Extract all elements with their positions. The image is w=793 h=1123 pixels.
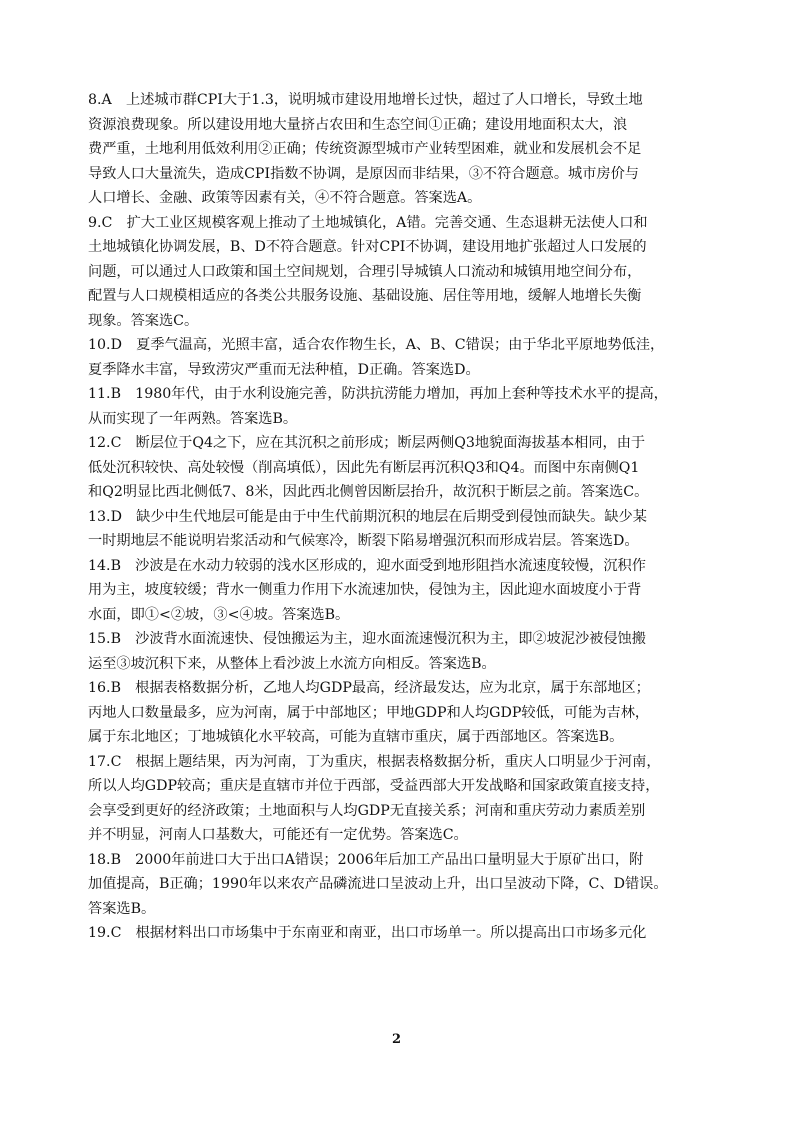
text-line: 夏季降水丰富，导致涝灾严重而无法种植，D正确。答案选D。 bbox=[88, 361, 480, 378]
text-line: 12.C 断层位于Q4之下，应在其沉积之前形成；断层两侧Q3地貌面海拔基本相同，由于 bbox=[88, 435, 646, 451]
text-line: 15.B 沙波背水面流速快、侵蚀搬运为主，迎水面流速慢沉积为主，即②坡泥沙被侵蚀搬 bbox=[88, 631, 646, 647]
text-line: 丙地人口数量最多，应为河南，属于中部地区；甲地GDP和人均GDP较低，可能为吉林， bbox=[88, 704, 650, 721]
text-line: 问题，可以通过人口政策和国土空间规划，合理引导城镇人口流动和城镇用地空间分布， bbox=[88, 263, 642, 280]
text-line: 10.D 夏季气温高，光照丰富，适合农作物生长，A、B、C错误；由于华北平原地势低洼， bbox=[88, 337, 665, 353]
text-line: 18.B 2000年前进口大于出口A错误；2006年后加工产品出口量明显大于原矿出口，附 bbox=[88, 851, 644, 868]
text-line: 运至③坡沉积下来，从整体上看沙波上水流方向相反。答案选B。 bbox=[88, 655, 496, 672]
text-line: 资源浪费现象。所以建设用地大量挤占农田和生态空间①正确；建设用地面积太大，浪 bbox=[88, 116, 628, 133]
document-body bbox=[88, 88, 714, 946]
text-line: 9.C 扩大工业区规模客观上推动了土地城镇化，A错。完善交通、生态退耕无法使人口和 bbox=[88, 214, 648, 231]
text-line: 土地城镇化协调发展，B、D不符合题意。针对CPI不协调，建设用地扩张超过人口发展的 bbox=[88, 239, 647, 255]
page-number: 2 bbox=[391, 1032, 402, 1047]
text-line: 人口增长、金融、政策等因素有关，④不符合题意。答案选A。 bbox=[88, 190, 482, 206]
text-line: 水面，即①<②坡，③<④坡。答案选B。 bbox=[88, 606, 350, 623]
text-line: 所以人均GDP较高；重庆是直辖市并位于西部，受益西部大开发战略和国家政策直接支持， bbox=[88, 778, 660, 794]
text-line: 费严重，土地利用低效利用②正确；传统资源型城市产业转型困难，就业和发展机会不足 bbox=[88, 141, 642, 157]
text-line: 导致人口大量流失，造成CPI指数不协调，是原因而非结果，③不符合题意。城市房价与 bbox=[88, 165, 639, 182]
text-line: 低处沉积较快、高处较慢（削高填低），因此先有断层再沉积Q3和Q4。而图中东南侧Q1 bbox=[88, 459, 640, 476]
text-line: 答案选B。 bbox=[88, 900, 156, 917]
text-line: 11.B 1980年代，由于水利设施完善，防洪抗涝能力增加，再加上套种等技术水平的提高， bbox=[88, 386, 668, 402]
text-line: 会享受到更好的经济政策；土地面积与人均GDP无直接关系；河南和重庆劳动力素质差别 bbox=[88, 802, 646, 819]
text-line: 并不明显，河南人口基数大，可能还有一定优势。答案选C。 bbox=[88, 827, 468, 843]
text-line: 8.A 上述城市群CPI大于1.3，说明城市建设用地增长过快，超过了人口增长，导致土地 bbox=[88, 92, 643, 108]
text-line: 17.C 根据上题结果，丙为河南，丁为重庆，根据表格数据分析，重庆人口明显少于河南， bbox=[88, 753, 661, 770]
text-line: 13.D 缺少中生代地层可能是由于中生代前期沉积的地层在后期受到侵蚀而缺失。缺少某 bbox=[88, 508, 647, 525]
text-line: 配置与人口规模相适应的各类公共服务设施、基础设施、居住等用地，缓解人地增长失衡 bbox=[88, 288, 642, 304]
text-line: 属于东北地区；丁地城镇化水平较高，可能为直辖市重庆，属于西部地区。答案选B。 bbox=[88, 729, 624, 745]
text-line: 从而实现了一年两熟。答案选B。 bbox=[88, 410, 298, 427]
text-line: 现象。答案选C。 bbox=[88, 312, 199, 329]
text-line: 加值提高，B正确；1990年以来农产品磷流进口呈波动上升，出口呈波动下降，C、D错误。 bbox=[88, 876, 668, 892]
text-line: 19.C 根据材料出口市场集中于东南亚和南亚，出口市场单一。所以提高出口市场多元化 bbox=[88, 925, 647, 941]
text-line: 14.B 沙波是在水动力较弱的浅水区形成的，迎水面受到地形阻挡水流速度较慢，沉积作 bbox=[88, 557, 646, 574]
text-line: 一时期地层不能说明岩浆活动和气候寒冷，断裂下陷易增强沉积而形成岩层。答案选D。 bbox=[88, 533, 639, 549]
text-line: 用为主，坡度较缓；背水一侧重力作用下水流速加快，侵蚀为主，因此迎水面坡度小于背 bbox=[88, 582, 642, 598]
text-line: 和Q2明显比西北侧低7、8米，因此西北侧曾因断层抬升，故沉积于断层之前。答案选C。 bbox=[88, 484, 649, 500]
text-line: 16.B 根据表格数据分析，乙地人均GDP最高，经济最发达，应为北京，属于东部地区； bbox=[88, 680, 650, 696]
